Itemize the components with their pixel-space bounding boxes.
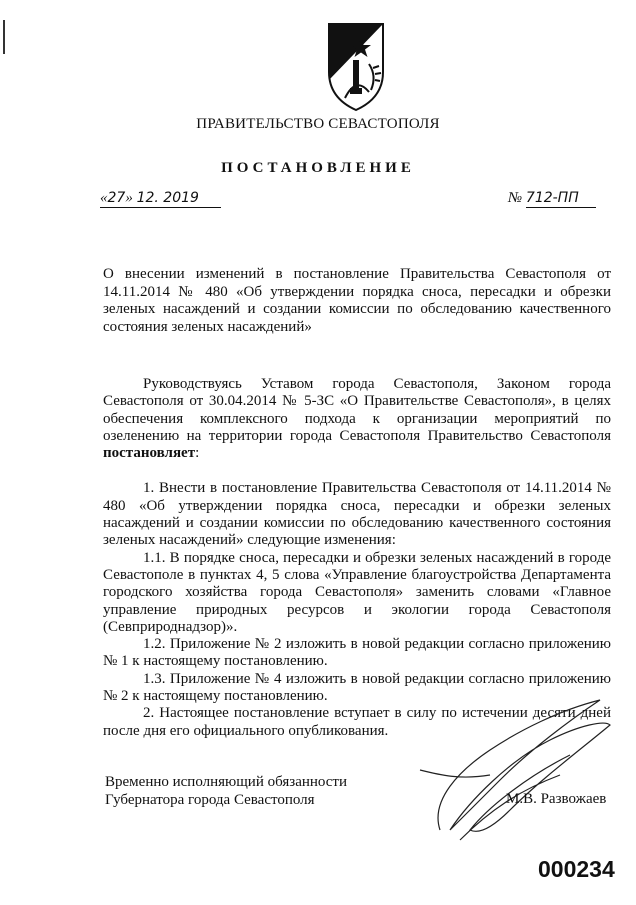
number-sign: № bbox=[508, 190, 523, 206]
list-item: 1.1. В порядке сноса, пересадки и обрезки зеленых насаждений в городе Севастополе в пунктах 4, 5 слова «Управление благоустройства Департамента городского хозяйства города Севастополя» заменить словами «Главное управление природных ресурсов и экологии города Севастополя (Севприроднадзор)». bbox=[103, 549, 611, 635]
handwritten-signature bbox=[400, 680, 620, 850]
signatory-title-line2: Губернатора города Севастополя bbox=[105, 791, 315, 808]
document-type: ПОСТАНОВЛЕНИЕ bbox=[221, 160, 415, 176]
document-number bbox=[508, 190, 596, 208]
signatory-name: М.В. Развожаев bbox=[506, 791, 607, 807]
preamble-colon: : bbox=[195, 445, 200, 462]
preamble-resolves: постановляет bbox=[103, 445, 196, 462]
date-open-quote: « bbox=[100, 190, 108, 206]
document-date bbox=[100, 190, 221, 208]
list-item: 1.3. Приложение № 4 изложить в новой редакции согласно приложению № 2 к настоящему постановлению. bbox=[103, 670, 611, 705]
signatory-title-line1: Временно исполняющий обязанности bbox=[105, 774, 348, 790]
list-item: 1.2. Приложение № 2 изложить в новой редакции согласно приложению № 1 к настоящему постановлению. bbox=[103, 636, 611, 670]
serial-number: 000234 bbox=[538, 856, 615, 882]
date-month-year: 12. 2019 bbox=[136, 190, 199, 206]
preamble bbox=[103, 376, 611, 462]
margin-mark bbox=[3, 20, 5, 54]
list-item: 2. Настоящее постановление вступает в силу по истечении десяти дней после дня его официального опубликования. bbox=[103, 705, 611, 739]
document-subject: О внесении изменений в постановление Правительства Севастополя от 14.11.2014 № 480 «Об утверждении порядка сноса, пересадки и обрезки зеленых насаждений и создании комиссии по обследованию качественного состояния зеленых насаждений» bbox=[103, 266, 611, 335]
preamble-text: Руководствуясь Уставом города Севастополя, Законом города Севастополя от 30.04.2014 № 5-ЗС «О Правительстве Севастополя», в целях обеспечения комплексного подхода к организации мероприятий по озеленению на территории города Севастополя Правительство Севастополя bbox=[103, 376, 611, 444]
date-close-quote: » bbox=[125, 190, 133, 206]
list-item: 1. Внести в постановление Правительства Севастополя от 14.11.2014 № 480 «Об утверждении порядка сноса, пересадки и обрезки зеленых насаждений и создании комиссии по обследованию качественного состояния зеленых насаждений» следующие изменения: bbox=[103, 480, 611, 549]
sevastopol-coat-of-arms-icon bbox=[325, 20, 387, 112]
date-day: 27 bbox=[107, 190, 126, 206]
government-name: ПРАВИТЕЛЬСТВО СЕВАСТОПОЛЯ bbox=[196, 116, 440, 132]
signatory-title bbox=[105, 774, 347, 809]
number-value: 712-ПП bbox=[525, 190, 579, 206]
